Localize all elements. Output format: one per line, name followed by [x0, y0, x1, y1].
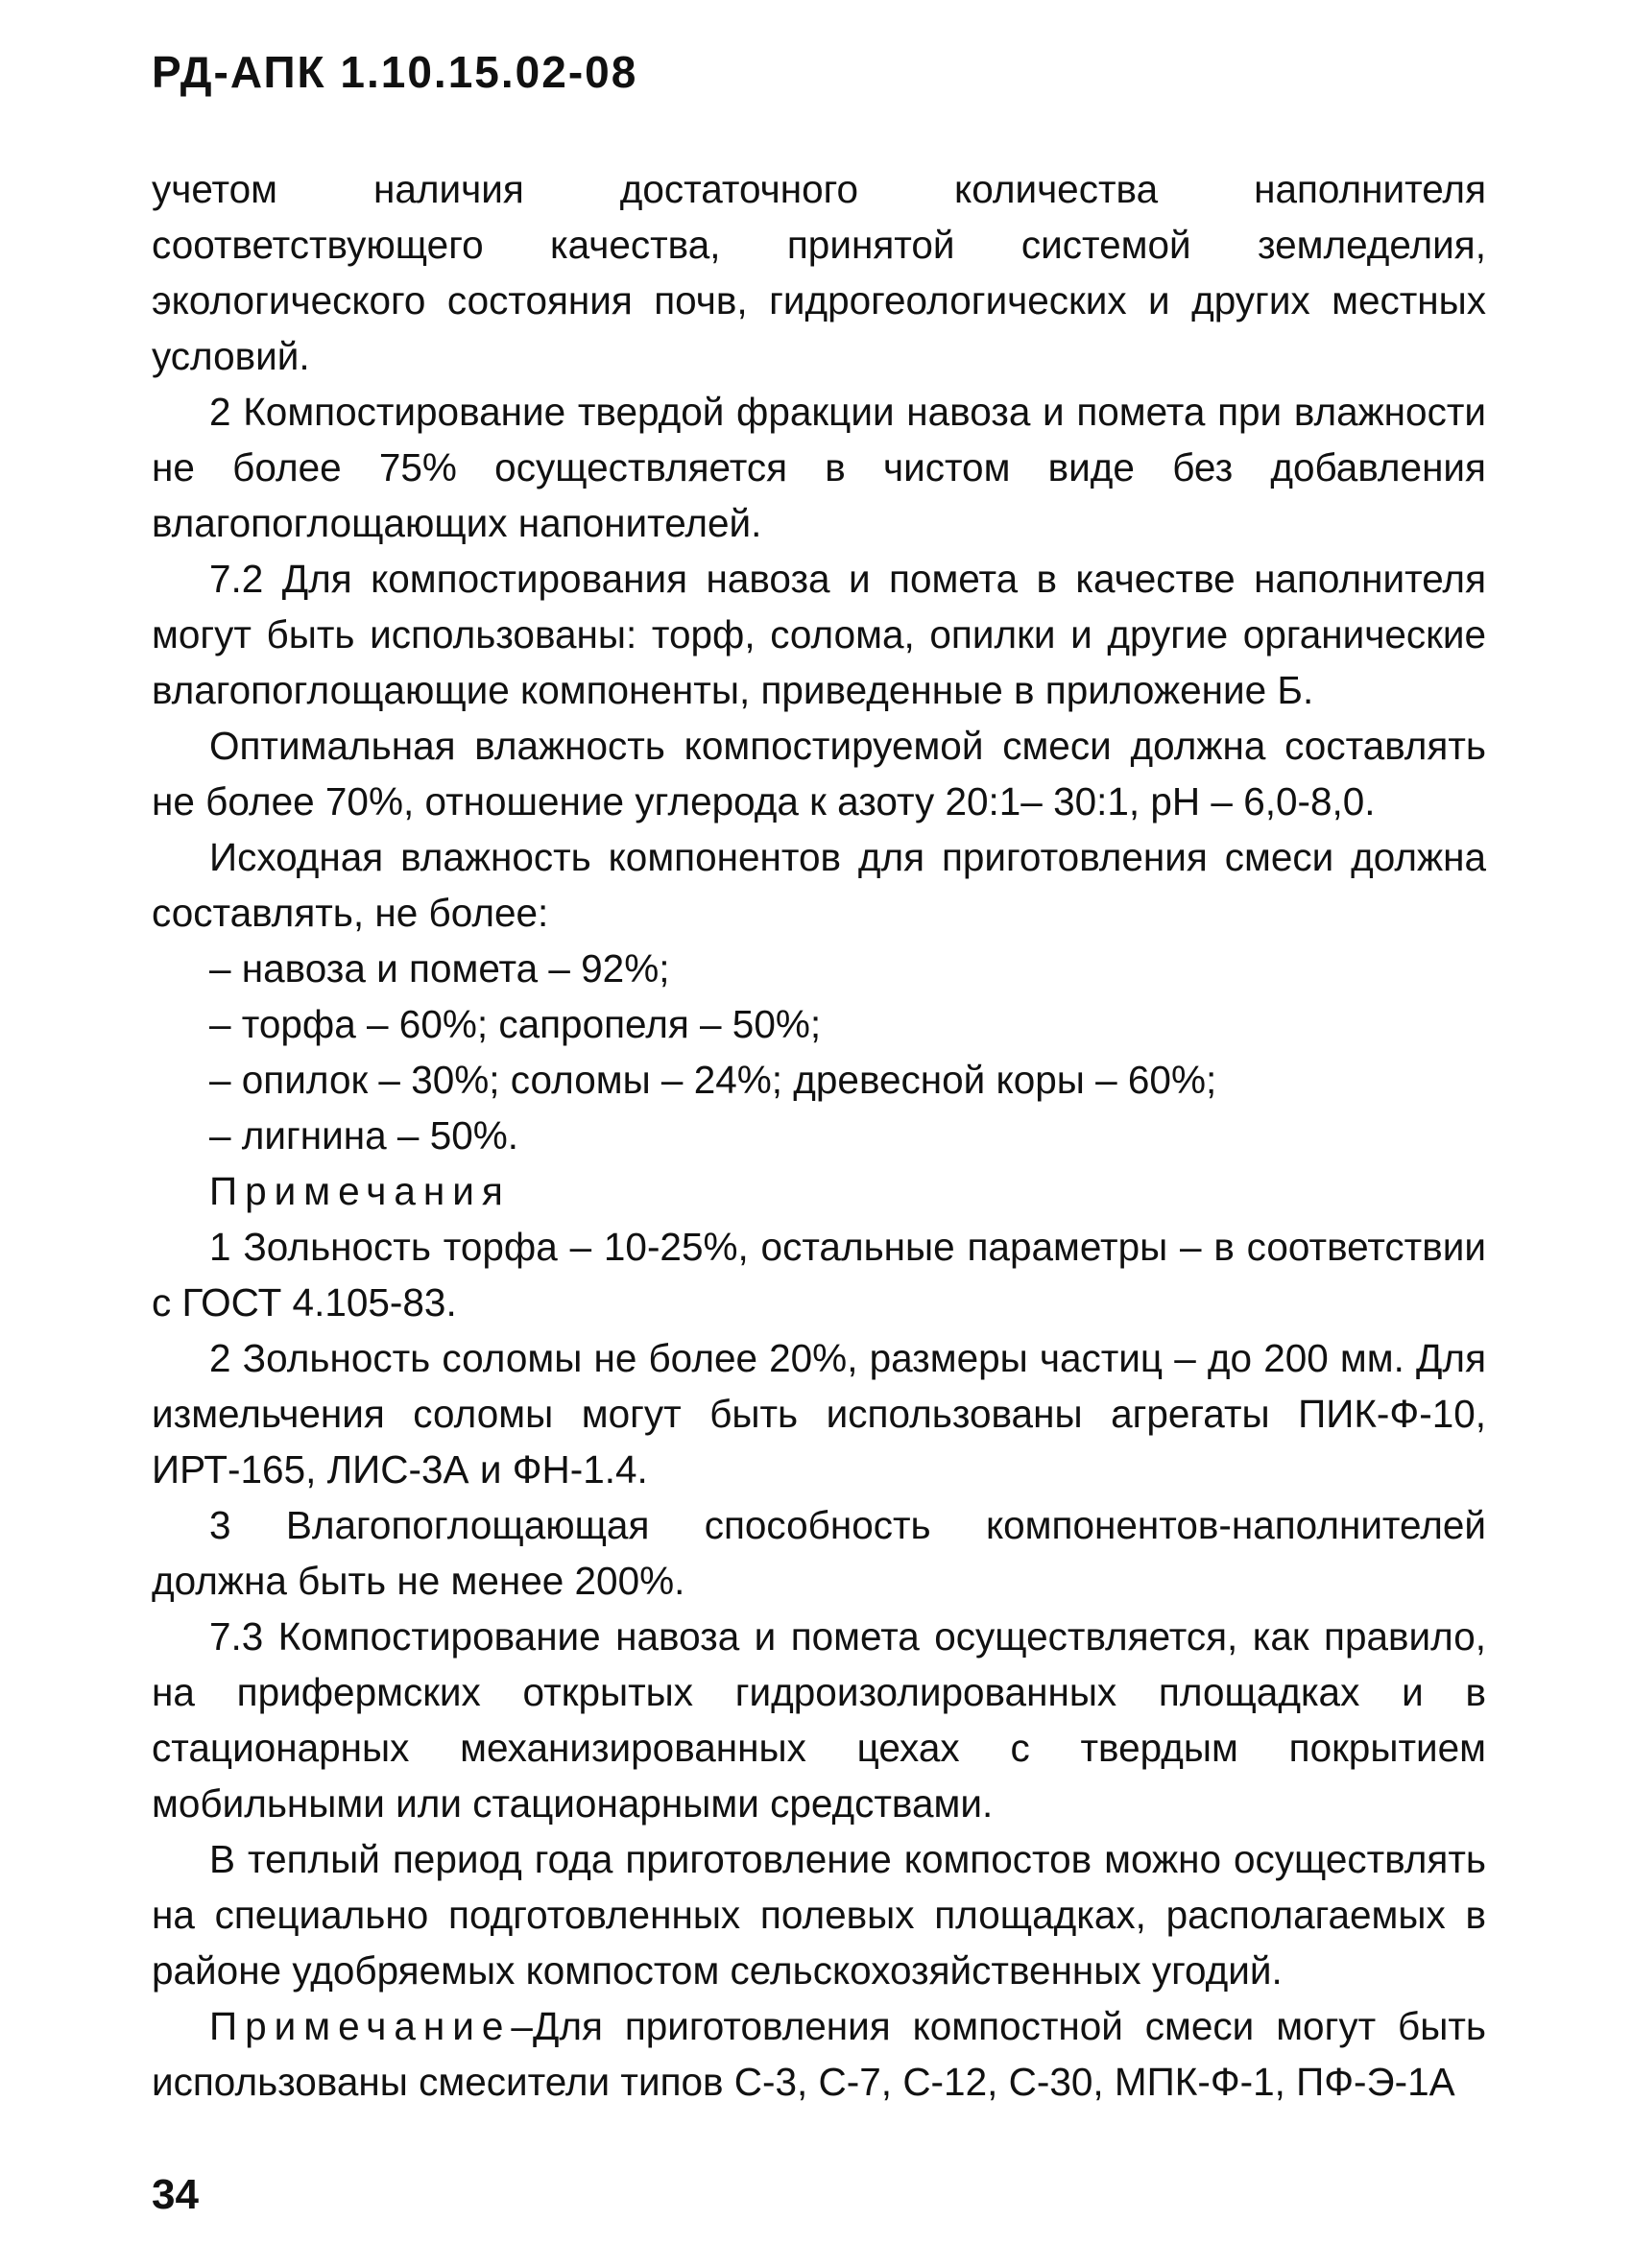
document-body: [152, 161, 1486, 2110]
paragraph: В теплый период года приготовление компостов можно осуществлять на специально подготовленных полевых площадках, располагаемых в районе удобряемых компостом сельскохозяйственных угодий.: [152, 1837, 1486, 1993]
list-item: – торфа – 60%; сапропеля – 50%;: [209, 1002, 822, 1046]
notes-heading: Примечания: [209, 1169, 511, 1213]
note-item: 2 Зольность соломы не более 20%, размеры частиц – до 200 мм. Для измельчения соломы могут быть использованы агрегаты ПИК-Ф-10, ИРТ-165, ЛИС-3А и ФН-1.4.: [152, 1336, 1486, 1492]
document-code-header: РД-АПК 1.10.15.02-08: [152, 47, 638, 97]
paragraph: 7.2 Для компостирования навоза и помета в качестве наполнителя могут быть использованы: торф, солома, опилки и другие органические влагопоглощающие компоненты, приведенные в приложение Б.: [152, 557, 1486, 712]
final-note-label: Примечание: [209, 2004, 512, 2048]
final-note-text: –Для приготовления компостной смеси могут быть использованы смесители типов С-3, С-7, С-12, С-30, МПК-Ф-1, ПФ-Э-1А: [152, 2004, 1486, 2104]
note-item: 3 Влагопоглощающая способность компонентов-наполнителей должна быть не менее 200%.: [152, 1503, 1486, 1603]
paragraph: 2 Компостирование твердой фракции навоза и помета при влажности не более 75% осуществляется в чистом виде без добавления влагопоглощающих напонителей.: [152, 390, 1486, 545]
page-number: 34: [152, 2171, 199, 2218]
final-note: [152, 1998, 1486, 2110]
list-item: – опилок – 30%; соломы – 24%; древесной коры – 60%;: [209, 1058, 1217, 1102]
paragraph: учетом наличия достаточного количества наполнителя соответствующего качества, принятой системой земледелия, экологического состояния почв, гидрогеологических и других местных условий.: [152, 167, 1486, 378]
list-item: – навоза и помета – 92%;: [209, 946, 670, 991]
list-item: – лигнина – 50%.: [209, 1113, 519, 1158]
paragraph: 7.3 Компостирование навоза и помета осуществляется, как правило, на прифермских открытых гидроизолированных площадках и в стационарных механизированных цехах с твердым покрытием мобильными или стационарными средствами.: [152, 1614, 1486, 1826]
note-item: 1 Зольность торфа – 10-25%, остальные параметры – в соответствии с ГОСТ 4.105-83.: [152, 1225, 1486, 1325]
paragraph: Исходная влажность компонентов для приготовления смеси должна составлять, не более:: [152, 835, 1486, 935]
paragraph: Оптимальная влажность компостируемой смеси должна составлять не более 70%, отношение углерода к азоту 20:1– 30:1, рН – 6,0-8,0.: [152, 724, 1486, 824]
